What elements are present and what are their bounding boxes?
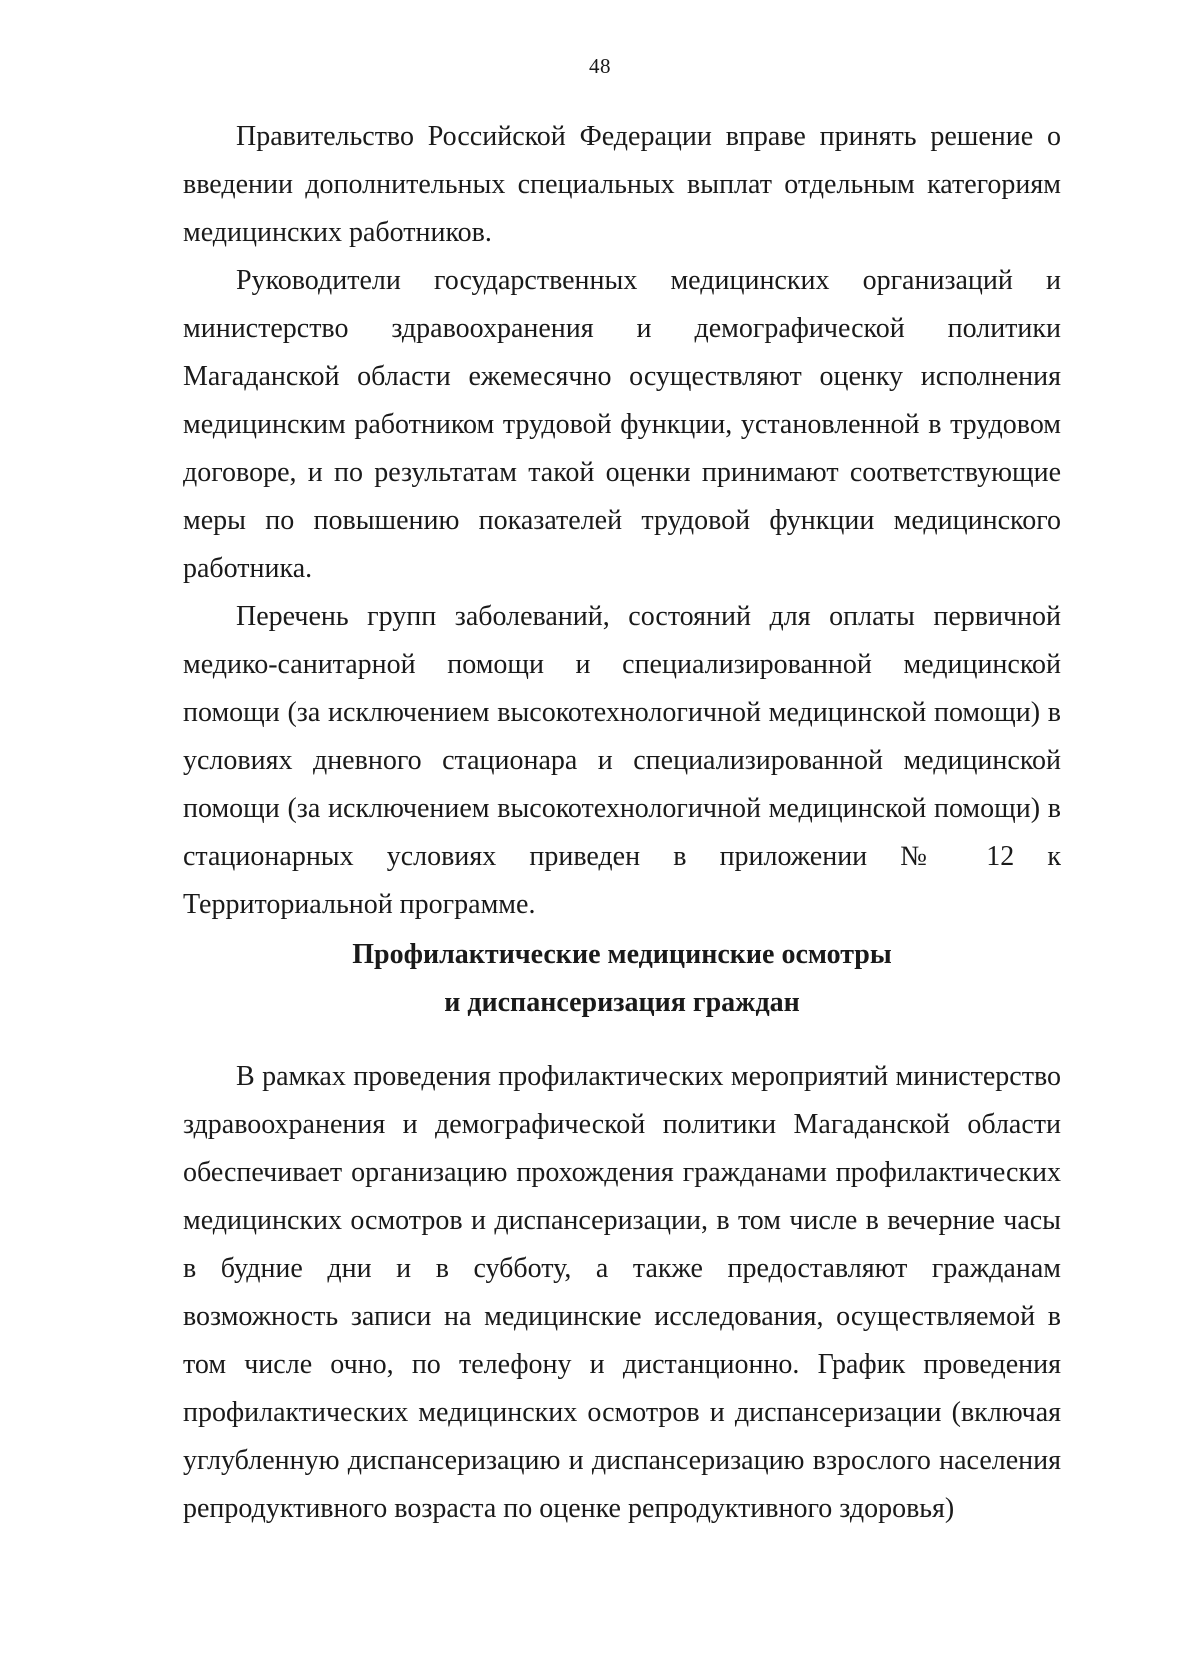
section-heading-line: Профилактические медицинские осмотры [352,939,892,970]
page-number: 48 [589,54,611,78]
paragraph: Руководители государственных медицинских организаций и министерство здравоохранения и демографической политики Магаданской области ежемесячно осуществляют оценку исполнения медицинским работником трудовой функции, установленной в трудовом договоре, и по результатам такой оценки принимают соответствующие меры по повышению показателей трудовой функции медицинского работника. [183,265,1061,584]
paragraph: Перечень групп заболеваний, состояний для оплаты первичной медико-санитарной помощи и специализированной медицинской помощи (за исключением высокотехнологичной медицинской помощи) в условиях дневного стационара и специализированной медицинской помощи (за исключением высокотехнологичной медицинской помощи) в стационарных условиях приведен в приложении № 12 к Территориальной программе. [183,601,1061,920]
section-heading-line: и диспансеризация граждан [444,987,800,1018]
paragraph: В рамках проведения профилактических мероприятий министерство здравоохранения и демографической политики Магаданской области обеспечивает организацию прохождения гражданами профилактических медицинских осмотров и диспансеризации, в том числе в вечерние часы в будние дни и в субботу, а также предоставляют гражданам возможность записи на медицинские исследования, осуществляемой в том числе очно, по телефону и дистанционно. График проведения профилактических медицинских осмотров и диспансеризации (включая углубленную диспансеризацию и диспансеризацию взрослого населения репродуктивного возраста по оценке репродуктивного здоровья) [183,1061,1061,1524]
paragraph: Правительство Российской Федерации вправе принять решение о введении дополнительных специальных выплат отдельным категориям медицинских работников. [183,121,1061,248]
section-heading [183,931,1061,1027]
document-body [183,113,1061,1533]
